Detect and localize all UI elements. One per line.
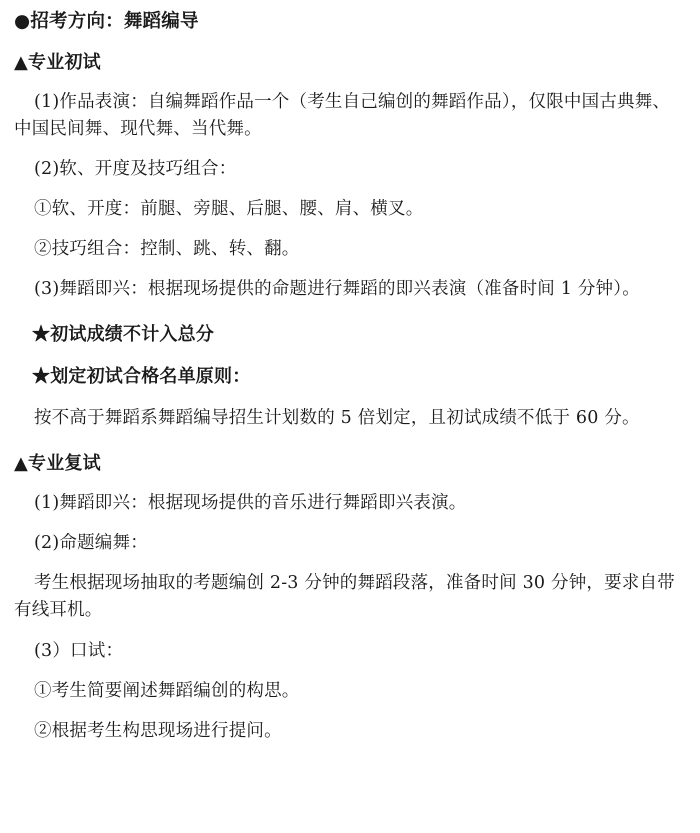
- final-item-2: (2)命题编舞：: [34, 533, 148, 554]
- note-pass-list-body: 按不高于舞蹈系舞蹈编导招生计划数的 5 倍划定，且初试成绩不低于 60 分。: [34, 408, 640, 429]
- note-pass-list-principle: ★划定初试合格名单原则：: [32, 366, 251, 388]
- preliminary-item-2: (2)软、开度及技巧组合：: [34, 158, 237, 179]
- final-item-2-body: 考生根据现场抽取的考题编创 2-3 分钟的舞蹈段落，准备时间 30 分钟，要求自带有线耳机。: [14, 573, 675, 621]
- preliminary-item-1: (1)作品表演：自编舞蹈作品一个（考生自己编创的舞蹈作品），仅限中国古典舞、中国民间舞、现代舞、当代舞。: [14, 91, 671, 139]
- preliminary-item-2a: ①软、开度：前腿、旁腿、后腿、腰、肩、横叉。: [34, 198, 424, 219]
- preliminary-item-2b: ②技巧组合：控制、跳、转、翻。: [34, 239, 300, 260]
- preliminary-item-3: (3)舞蹈即兴：根据现场提供的命题进行舞蹈的即兴表演（准备时间 1 分钟）。: [34, 279, 640, 300]
- page-title: ●招考方向：舞蹈编导: [14, 11, 199, 32]
- final-item-3: (3）口试：: [34, 640, 124, 661]
- final-item-1: (1)舞蹈即兴：根据现场提供的音乐进行舞蹈即兴表演。: [34, 493, 467, 514]
- note-score-not-counted: ★初试成绩不计入总分: [32, 324, 214, 346]
- final-item-3a: ①考生简要阐述舞蹈编创的构思。: [34, 680, 300, 701]
- final-item-3b: ②根据考生构思现场进行提问。: [34, 720, 282, 741]
- section-heading-preliminary: ▲专业初试: [14, 51, 101, 73]
- section-heading-final: ▲专业复试: [14, 453, 101, 475]
